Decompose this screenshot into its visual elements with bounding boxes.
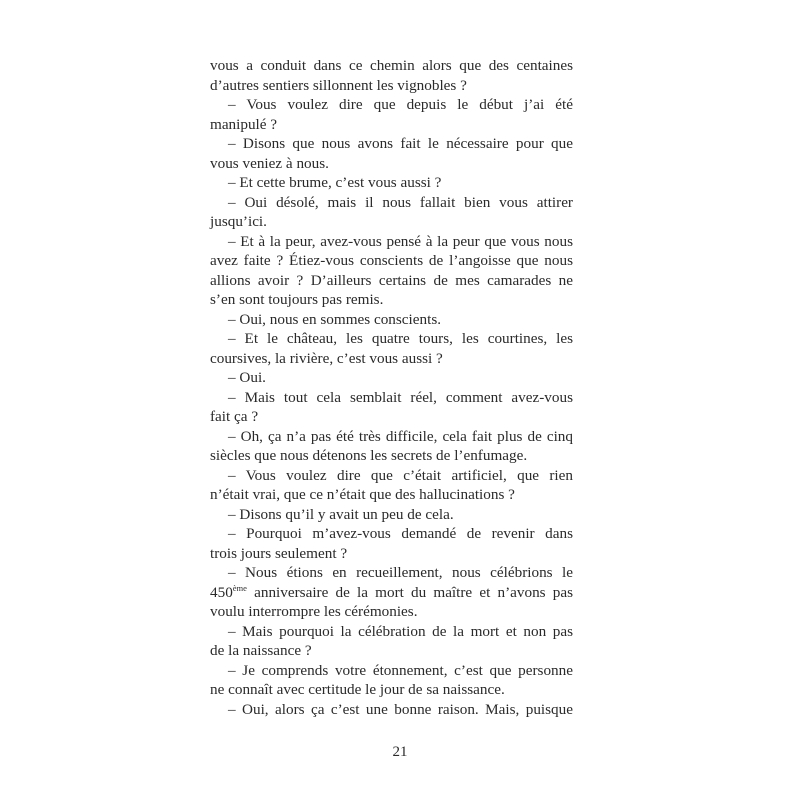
text-line-content: – Et cette brume, c’est vous aussi ? bbox=[228, 174, 442, 191]
text-line-content: voulu interrompre les cérémonies. bbox=[210, 603, 418, 620]
text-line-content: n’était vrai, que ce n’était que des hallucinations ? bbox=[210, 486, 515, 503]
text-line-content: trois jours seulement ? bbox=[210, 544, 348, 562]
text-line bbox=[210, 271, 573, 291]
text-line bbox=[210, 115, 573, 135]
text-line bbox=[210, 485, 573, 505]
text-line bbox=[210, 310, 573, 330]
text-line bbox=[210, 700, 573, 720]
text-line-content: – Je comprends votre étonnement, c’est que personne bbox=[228, 661, 573, 679]
text-line bbox=[210, 368, 573, 388]
text-line-content: – Mais pourquoi la célébration de la mort et non pas bbox=[228, 622, 573, 640]
text-line-content: – Disons qu’il y avait un peu de cela. bbox=[228, 505, 454, 523]
text-line-content: – Oh, ça n’a pas été très difficile, cela fait plus de cinq bbox=[228, 427, 573, 445]
text-line-continuation: anniversaire de la mort du maître et n’avons pas bbox=[246, 583, 573, 601]
text-line bbox=[210, 349, 573, 369]
text-line-content: siècles que nous détenons les secrets de l’enfumage. bbox=[210, 447, 528, 464]
text-line bbox=[210, 524, 573, 544]
superscript: ème bbox=[232, 582, 247, 593]
text-line bbox=[210, 232, 573, 252]
text-line bbox=[210, 622, 573, 642]
text-line-content: ne connaît avec certitude le jour de sa naissance. bbox=[210, 681, 505, 698]
text-line-content: – Pourquoi m’avez-vous demandé de revenir dans bbox=[228, 525, 573, 542]
text-line-content: fait ça ? bbox=[210, 408, 259, 425]
text-line bbox=[210, 641, 573, 661]
text-line-content: – Oui, nous en sommes conscients. bbox=[228, 310, 442, 328]
text-line bbox=[210, 251, 573, 271]
text-line-content: allions avoir ? D’ailleurs certains de mes camarades ne bbox=[210, 271, 573, 289]
text-line bbox=[210, 76, 573, 96]
text-line-content: vous a conduit dans ce chemin alors que des centaines bbox=[210, 57, 573, 74]
text-line bbox=[210, 427, 573, 447]
text-line-content: – Mais tout cela semblait réel, comment avez-vous bbox=[228, 388, 573, 406]
page-number: 21 bbox=[392, 744, 408, 760]
text-line-content: – Nous étions en recueillement, nous célébrions le bbox=[228, 564, 573, 581]
text-line-content: s’en sont toujours pas remis. bbox=[210, 291, 384, 308]
text-line-content: – Disons que nous avons fait le nécessaire pour que bbox=[228, 135, 573, 152]
text-line-content: – Et à la peur, avez-vous pensé à la peur que vous nous bbox=[228, 232, 573, 250]
text-line bbox=[210, 544, 573, 564]
text-line bbox=[210, 388, 573, 408]
text-line bbox=[210, 193, 573, 213]
text-line-content: – Et le château, les quatre tours, les courtines, les bbox=[228, 330, 573, 347]
text-line bbox=[210, 173, 573, 193]
text-line-content: – Oui. bbox=[228, 369, 266, 386]
text-line-content: 450 bbox=[210, 583, 233, 601]
text-line bbox=[210, 290, 573, 310]
text-line bbox=[210, 602, 573, 622]
text-line-content: – Oui, alors ça c’est une bonne raison. Mais, puisque bbox=[228, 700, 573, 718]
text-line bbox=[210, 466, 573, 486]
text-line bbox=[210, 95, 573, 115]
text-line bbox=[210, 680, 573, 700]
text-line bbox=[210, 134, 573, 154]
text-line bbox=[210, 446, 573, 466]
text-line-content: de la naissance ? bbox=[210, 642, 312, 659]
text-line bbox=[210, 329, 573, 349]
text-line bbox=[210, 505, 573, 525]
text-line-content: – Vous voulez dire que c’était artificiel, que rien bbox=[228, 466, 573, 484]
text-line-content: manipulé ? bbox=[210, 115, 278, 133]
text-line bbox=[210, 563, 573, 583]
text-line-content: d’autres sentiers sillonnent les vignobles ? bbox=[210, 76, 467, 94]
text-line bbox=[210, 661, 573, 681]
text-line-content: – Vous voulez dire que depuis le début j’ai été bbox=[228, 96, 573, 113]
text-line-content: vous veniez à nous. bbox=[210, 154, 329, 172]
text-line bbox=[210, 407, 573, 427]
body-text bbox=[210, 56, 573, 719]
text-line bbox=[210, 56, 573, 76]
text-line-content: avez faite ? Étiez-vous conscients de l’angoisse que nous bbox=[210, 252, 573, 269]
text-line bbox=[210, 583, 573, 603]
text-line bbox=[210, 154, 573, 174]
text-line-content: – Oui désolé, mais il nous fallait bien vous attirer bbox=[228, 193, 573, 211]
text-line-content: jusqu’ici. bbox=[210, 213, 267, 230]
text-line-content: coursives, la rivière, c’est vous aussi ? bbox=[210, 349, 443, 367]
text-line bbox=[210, 212, 573, 232]
